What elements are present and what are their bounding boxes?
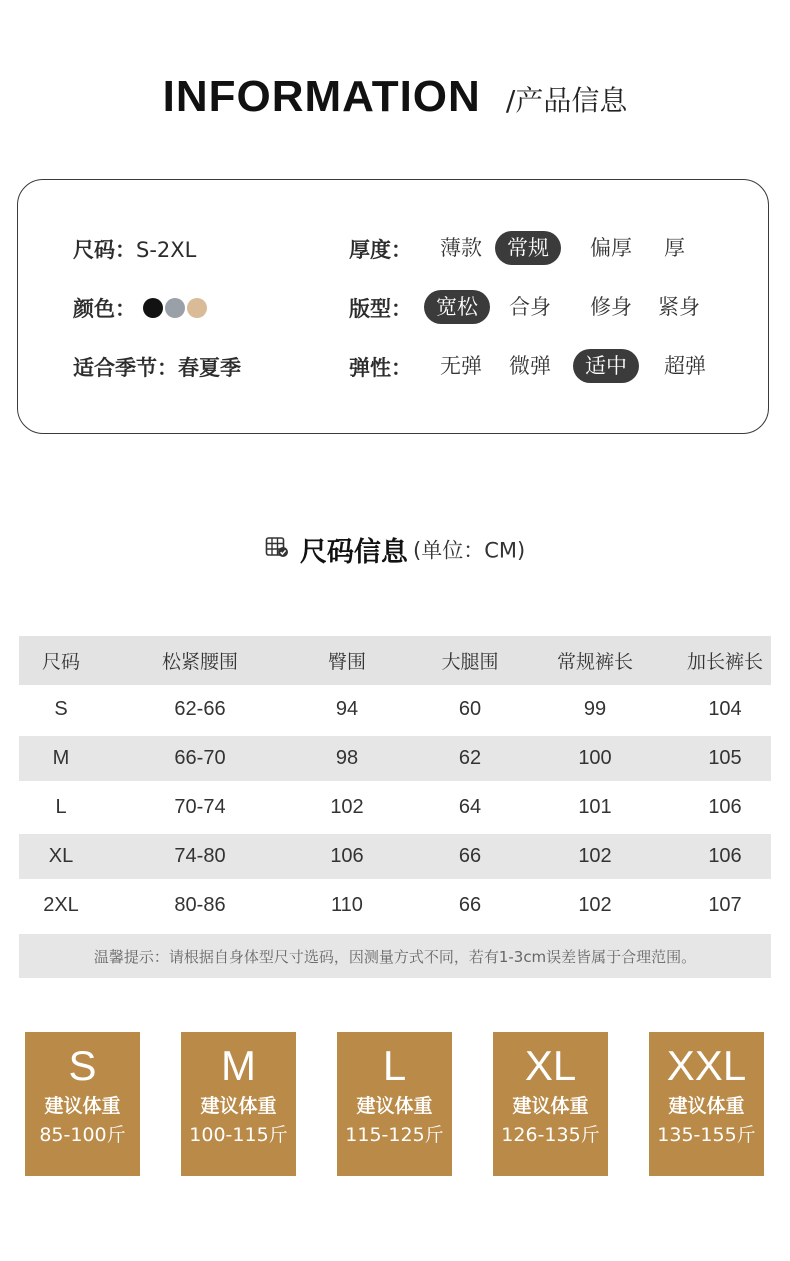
fit-label: 版型： [349,297,412,321]
weight-card-range: 85-100斤 [39,1124,126,1146]
weight-card-label: 建议体重 [200,1095,277,1117]
elastic-option: 超弹 [664,354,706,378]
table-cell: 62 [458,747,482,769]
weight-card-size: M [221,1042,256,1089]
table-cell: 106 [330,845,364,867]
table-cell: 98 [335,747,359,769]
color-swatches [143,297,209,321]
table-cell: 94 [335,698,359,720]
weight-card-label: 建议体重 [668,1095,745,1117]
season-row [73,352,241,382]
fit-option: 紧身 [658,295,700,319]
black-swatch [143,298,163,318]
weight-card-size: L [382,1042,407,1089]
table-cell: 74-80 [174,845,226,867]
weight-card-range: 115-125斤 [345,1124,444,1146]
thickness-label: 厚度： [349,238,412,262]
column-header: 加长裤长 [686,651,763,673]
table-cell: 101 [578,796,612,818]
elastic-label: 弹性： [349,356,412,380]
table-cell: 102 [578,845,612,867]
product-info-card [17,179,769,434]
elastic-option: 微弹 [509,354,551,378]
size-info-title: 尺码信息 [299,537,408,568]
table-cell: 60 [458,698,482,720]
elastic-option: 无弹 [440,354,482,378]
table-cell: 99 [583,698,607,720]
column-header: 尺码 [41,651,80,673]
weight-card-s [25,1032,140,1176]
table-cell: 106 [708,796,742,818]
thickness-option: 偏厚 [590,236,632,260]
weight-card-range: 135-155斤 [657,1124,756,1146]
fit-option: 合身 [509,295,551,319]
page-title [0,72,790,132]
table-cell: 62-66 [174,698,226,720]
weight-card-label: 建议体重 [512,1095,589,1117]
column-header: 常规裤长 [556,651,633,673]
table-cell: 104 [708,698,742,720]
fit-option: 修身 [590,295,632,319]
table-cell: 102 [578,894,612,916]
table-row [19,685,771,734]
weight-card-xxl [649,1032,764,1176]
table-cell: XL [48,845,74,867]
weight-card-size: S [68,1042,97,1089]
weight-card-range: 100-115斤 [189,1124,288,1146]
weight-card-label: 建议体重 [44,1095,121,1117]
weight-card-xl [493,1032,608,1176]
title-chinese: /产品信息 [505,84,628,117]
table-cell: 64 [458,796,482,818]
title-english: INFORMATION [162,72,481,121]
size-table [19,636,771,930]
table-cell: M [52,747,70,769]
size-info-unit: (单位：CM) [413,538,526,563]
season-label: 适合季节： [73,356,178,380]
season-value: 春夏季 [178,356,241,380]
size-value: S-2XL [136,238,197,262]
table-cell: 66 [458,845,482,867]
table-cell: 102 [330,796,364,818]
table-cell: 80-86 [174,894,226,916]
weight-card-label: 建议体重 [356,1095,433,1117]
table-cell: 106 [708,845,742,867]
khaki-swatch [187,298,207,318]
table-cell: 2XL [43,894,79,916]
weight-card-m [181,1032,296,1176]
size-tip-note: 温馨提示：请根据自身体型尺寸选码，因测量方式不同，若有1-3cm误差皆属于合理范围。 [19,934,771,978]
column-header: 大腿围 [441,651,499,673]
table-row [19,783,771,832]
thickness-option-selected: 常规 [495,231,561,265]
table-cell: 70-74 [174,796,226,818]
table-cell: 66-70 [174,747,226,769]
table-cell: 100 [578,747,612,769]
gray-swatch [165,298,185,318]
weight-card-l [337,1032,452,1176]
table-header-row [19,636,771,685]
table-cell: L [55,796,67,818]
table-cell: 105 [708,747,742,769]
size-chart-icon [265,536,289,562]
weight-card-size: XXL [666,1042,747,1089]
thickness-option: 厚 [664,236,685,260]
table-row [19,834,771,879]
fit-option-selected: 宽松 [424,290,490,324]
weight-card-range: 126-135斤 [501,1124,600,1146]
color-row [73,293,209,323]
thickness-option: 薄款 [440,236,482,260]
column-header: 松紧腰围 [161,651,238,673]
table-row [19,881,771,930]
size-info-heading [0,530,790,574]
color-label: 颜色： [73,297,136,321]
elastic-option-selected: 适中 [573,349,639,383]
table-cell: S [54,698,68,720]
table-cell: 110 [331,894,363,916]
table-row [19,736,771,781]
table-cell: 66 [458,894,482,916]
weight-card-size: XL [524,1042,577,1089]
column-header: 臀围 [327,651,366,673]
table-cell: 107 [708,894,742,916]
size-range-row [73,234,196,264]
size-label: 尺码： [73,238,136,262]
